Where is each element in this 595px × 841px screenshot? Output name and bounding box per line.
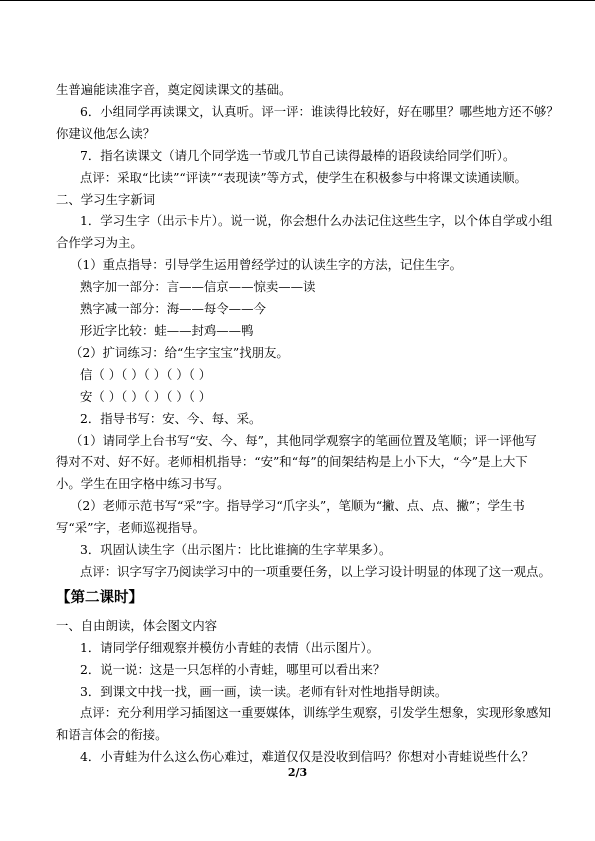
text-line: 写“采”字，老师巡视指导。: [56, 520, 205, 536]
text-line: （2）老师示范书写“采”字。指导学习“爪字头”，笔顺为“撇、点、点、撇”；学生书: [70, 498, 525, 514]
text-line: 得对不对、好不好。老师相机指导：“安”和“每”的间架结构是上小下大，“今”是上大下: [56, 454, 528, 470]
text-line: 你建议他怎么读？: [56, 125, 156, 141]
text-line: （2）扩词练习：给“生字宝宝”找朋友。: [70, 344, 289, 360]
section-heading: 【第二课时】: [56, 589, 143, 606]
document-body: [56, 79, 559, 768]
top-border: [0, 0, 595, 1]
text-line: 熟字加一部分：言——信京——惊卖——读: [80, 279, 316, 295]
text-line: 生普遍能读准字音，奠定阅读课文的基础。: [56, 82, 292, 97]
text-line: 信（ ）（ ）（ ）（ ）（ ）: [80, 366, 212, 382]
lesson-section-two: [56, 615, 551, 768]
text-line: 和语言体会的衔接。: [56, 727, 168, 743]
text-line: 熟字减一部分：海——每令——今: [80, 301, 266, 317]
text-line: 3．巩固认读生字（出示图片：比比谁摘的生字苹果多）。: [80, 542, 392, 558]
text-line: 1．学习生字（出示卡片）。说一说，你会想什么办法记住这些生字，以个体自学或小组: [80, 213, 553, 229]
text-line: 3．到课文中找一找，画一画，读一读。老师有针对性地指导朗读。: [80, 683, 448, 699]
text-line: 合作学习为主。: [56, 235, 143, 251]
text-line: （1）重点指导：引导学生运用曾经学过的认读生字的方法，记住生字。: [70, 257, 462, 273]
text-line: 2．说一说：这是一只怎样的小青蛙，哪里可以看出来？: [80, 661, 386, 677]
text-line: 7．指名读课文（请几个同学选一节或几节自己读得最棒的语段读给同学们听）。: [80, 147, 516, 163]
text-line: 小。学生在田字格中练习书写。: [56, 476, 230, 492]
lesson-section-one: [56, 79, 559, 583]
text-line: 点评：采取“比读”“评读”“表现读”等方式，使学生在积极参与中将课文读通读顺。: [80, 169, 527, 185]
text-line: 安（ ）（ ）（ ）（ ）（ ）: [80, 388, 212, 404]
text-line: （1）请同学上台书写“安、今、每”，其他同学观察字的笔画位置及笔顺；评一评他写: [70, 432, 537, 448]
text-line: 二、学习生字新词: [56, 191, 156, 207]
page-number: 2/3: [287, 766, 308, 779]
text-line: 一、自由朗读，体会图文内容: [56, 617, 218, 633]
text-line: 点评：充分利用学习插图这一重要媒体，训练学生观察，引发学生想象，实现形象感知: [80, 705, 551, 721]
text-line: 6．小组同学再读课文，认真听。评一评：谁读得比较好，好在哪里？哪些地方还不够？: [80, 103, 559, 119]
text-line: 1．请同学仔细观察并模仿小青蛙的表情（出示图片）。: [80, 639, 380, 655]
text-line: 形近字比较：蛙——封鸡——鸭: [80, 322, 254, 338]
text-line: 点评：识字写字乃阅读学习中的一项重要任务，以上学习设计明显的体现了这一观点。: [80, 563, 551, 579]
text-line: 2．指导书写：安、今、每、采。: [80, 410, 262, 426]
text-line: 4．小青蛙为什么这么伤心难过，难道仅仅是没收到信吗？你想对小青蛙说些什么？: [80, 749, 534, 765]
